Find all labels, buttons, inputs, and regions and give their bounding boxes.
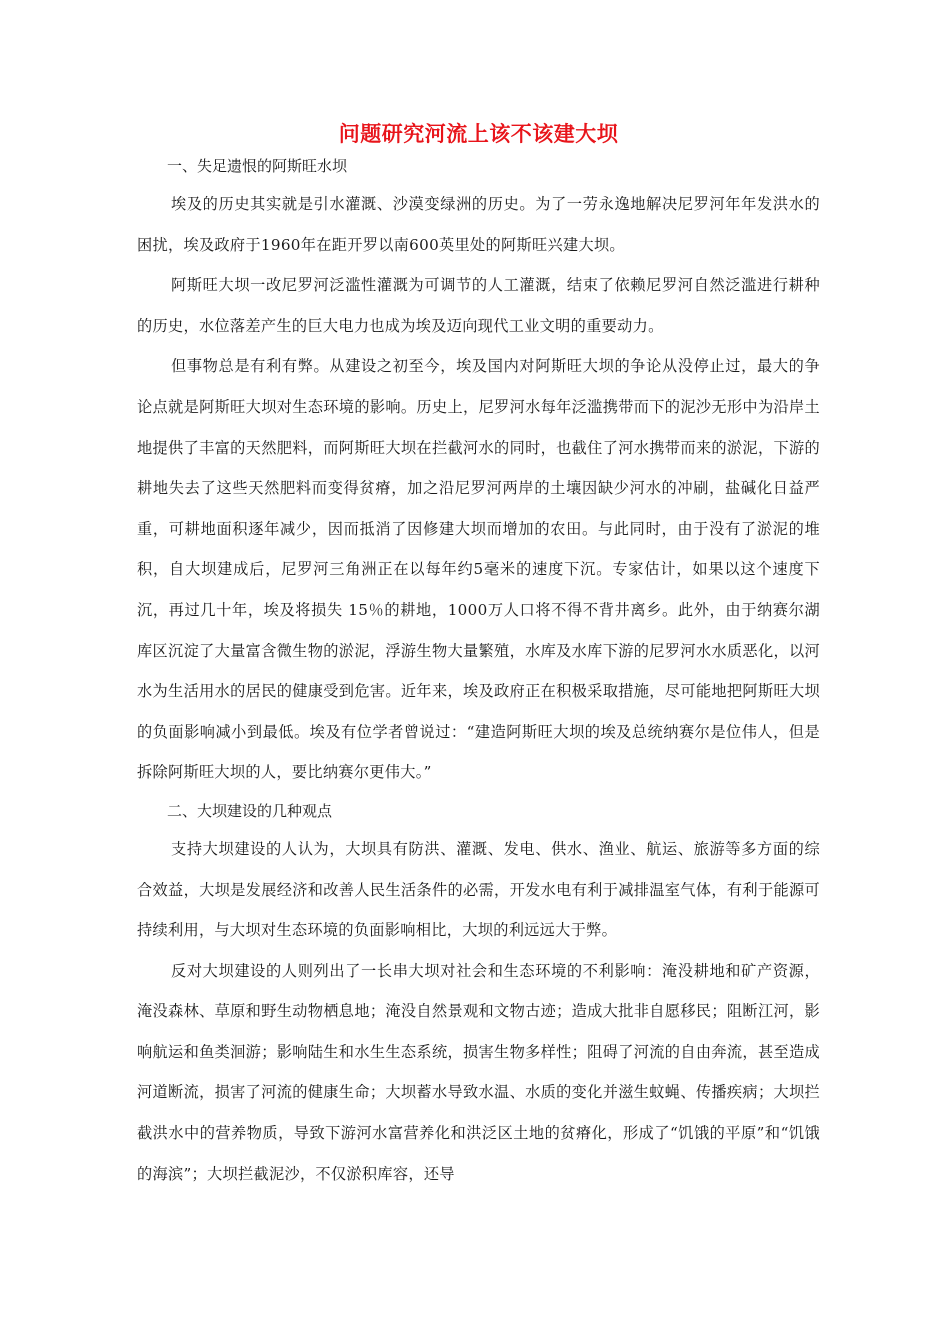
section-heading-1: 一、失足遗恨的阿斯旺水坝 [167, 157, 348, 175]
paragraph-aswan-impacts: 但事物总是有利有弊。从建设之初至今，埃及国内对阿斯旺大坝的争论从没停止过，最大的争论点就是阿斯旺大坝对生态环境的影响。历史上，尼罗河水每年泛滥携带而下的泥沙无形中为沿岸土地提供了丰富的天然肥料，而阿斯旺大坝在拦截河水的同时，也截住了河水携带而来的淤泥，下游的耕地失去了这些天然肥料而变得贫瘠，加之沿尼罗河两岸的土壤因缺少河水的冲刷，盐碱化日益严重，可耕地面积逐年减少，因而抵消了因修建大坝而增加的农田。与此同时，由于没有了淤泥的堆积，自大坝建成后，尼罗河三角洲正在以每年约5毫米的速度下沉。专家估计，如果以这个速度下沉，再过几十年，埃及将损失 15％的耕地，1000万人口将不得不背井离乡。此外，由于纳赛尔湖库区沉淀了大量富含微生物的淤泥，浮游生物大量繁殖，水库及水库下游的尼罗河水水质恶化，以河水为生活用水的居民的健康受到危害。近年来，埃及政府正在积极采取措施，尽可能地把阿斯旺大坝的负面影响减小到最低。埃及有位学者曾说过：“建造阿斯旺大坝的埃及总统纳赛尔是位伟人，但是拆除阿斯旺大坝的人，要比纳赛尔更伟大。” [137, 357, 820, 782]
document-title: 问题研究河流上该不该建大坝 [338, 121, 619, 146]
paragraph-egypt-history: 埃及的历史其实就是引水灌溉、沙漠变绿洲的历史。为了一劳永逸地解决尼罗河年年发洪水的困扰，埃及政府于1960年在距开罗以南600英里处的阿斯旺兴建大坝。 [137, 195, 820, 254]
paragraph-dam-support: 支持大坝建设的人认为，大坝具有防洪、灌溉、发电、供水、渔业、航运、旅游等多方面的综合效益，大坝是发展经济和改善人民生活条件的必需，开发水电有利于减排温室气体，有利于能源可持续利用，与大坝对生态环境的负面影响相比，大坝的利远远大于弊。 [137, 839, 820, 940]
section-heading-2: 二、大坝建设的几种观点 [167, 801, 333, 820]
document-page [137, 118, 820, 1194]
paragraph-aswan-benefits: 阿斯旺大坝一改尼罗河泛滥性灌溉为可调节的人工灌溉，结束了依赖尼罗河自然泛滥进行耕种的历史，水位落差产生的巨大电力也成为埃及迈向现代工业文明的重要动力。 [137, 276, 820, 335]
paragraph-dam-opposition: 反对大坝建设的人则列出了一长串大坝对社会和生态环境的不利影响：淹没耕地和矿产资源，淹没森林、草原和野生动物栖息地；淹没自然景观和文物古迹；造成大批非自愿移民；阻断江河，影响航运和鱼类洄游；影响陆生和水生生态系统，损害生物多样性；阻碍了河流的自由奔流，甚至造成河道断流，损害了河流的健康生命；大坝蓄水导致水温、水质的变化并滋生蚊蝇、传播疾病；大坝拦截洪水中的营养物质，导致下游河水富营养化和洪泛区土地的贫瘠化，形成了“饥饿的平原”和“饥饿的海滨”；大坝拦截泥沙，不仅淤积库容，还导 [137, 961, 820, 1183]
